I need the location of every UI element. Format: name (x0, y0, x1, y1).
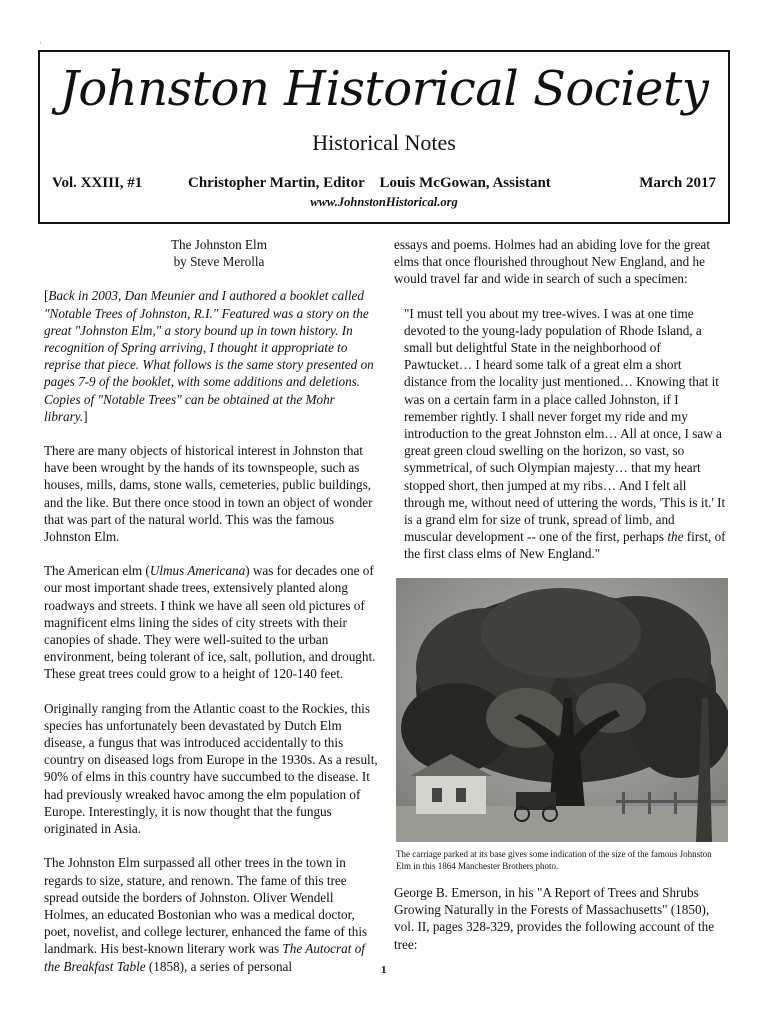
right-column (394, 236, 726, 573)
quote-text-a: "I must tell you about my tree-wives. I was at one time devoted to the young-lady population of Rhode Island, a small but delightful State in the neighborhood of Pawtucket… I heard some talk of a great elm a short distance from the locality just mentioned… Knowing that it was on a certain farm in a place called Johnston, if I remember rightly. I shall never forget my ride and my introduction to the great Johnston elm… All at once, I saw a great green cloud swelling on the horizon, so vast, so symmetrical, of such Olympian majesty… that my heart stopped short, then jumped at my ribs… And I felt all through me, without need of uttering the words, 'This is it.' It is a grand elm for size of trunk, spread of limb, and muscular development -- one of the first, perhaps (404, 305, 726, 545)
intro-text: Back in 2003, Dan Meunier and I authored a booklet called "Notable Trees of Johnston, R.I." Featured was a story on the great "Johnston Elm," a story bound up in town history. In recognition of Spring arriving, I thought it appropriate to reprise that piece. What follows is the same story presented on pages 7-9 of the booklet, with some additions and deletions. Copies of "Notable Trees" can be obtained at the Mohr library. (44, 288, 374, 424)
masthead (38, 50, 730, 224)
paragraph-2-text-a: The American elm ( (44, 563, 150, 579)
website-link[interactable]: www.JohnstonHistorical.org (310, 195, 458, 209)
editors-line: Christopher Martin, Editor Louis McGowan, Assistant (188, 175, 551, 191)
page-number: 1 (381, 964, 387, 976)
quote-text-b: first, of the first class elms of New England." (404, 529, 726, 562)
paragraph-3: Originally ranging from the Atlantic coast to the Rockies, this species has unfortunately been devastated by Dutch Elm disease, a fungus that was introduced accidentally to this country on diseased logs from Europe in the 1930s. As a result, 90% of elms in this country have succumbed to the disease. It had previously wreaked havoc among the elm population of Europe. Interestingly, it is now thought that the fungus originated in Asia. (44, 700, 378, 837)
species-name: Ulmus Americana (149, 563, 246, 579)
paragraph-2 (44, 562, 378, 682)
corner-mark: ' (40, 42, 42, 48)
paragraph-2-text-b: ) was for decades one of our most important shade trees, extensively planted along roadways and streets. I think we have all seen old pictures of magnificent elms lining the sides of city streets with their canopies of shade. They were well-suited to the urban environment, being tolerant of ice, salt, pollution, and drought. These great trees could grow to a height of 120-140 feet. (44, 563, 376, 682)
intro-close-bracket: ] (83, 408, 88, 424)
johnston-elm-photo (396, 578, 728, 842)
photo-caption: The carriage parked at its base gives some indication of the size of the famous Johnston Elm in this 1864 Manchester Brothers photo. (396, 849, 712, 871)
paragraph-4-text-b: (1858), a series of personal (145, 958, 293, 974)
right-column-bottom (394, 884, 726, 953)
article-byline: by Steve Merolla (173, 254, 265, 270)
paragraph-4-text-a: The Johnston Elm surpassed all other trees in the town in regards to size, stature, and renown. The fame of this tree spread outside the borders of Johnston. Oliver Wendell Holmes, an educated Bostonian who was a medical doctor, poet, novelist, and college lecturer, enhanced the fame of this landmark. His best-known literary work was (44, 855, 368, 957)
elm-tree-illustration (396, 578, 728, 842)
issue-date: March 2017 (639, 175, 716, 191)
newsletter-subtitle: Historical Notes (312, 130, 456, 155)
left-column (44, 236, 378, 992)
editor-intro (44, 287, 378, 425)
emerson-paragraph: George B. Emerson, in his "A Report of Trees and Shrubs Growing Naturally in the Forests of Massachusetts" (1850), vol. II, pages 328-329, provides the following account of the tree: (394, 885, 715, 952)
intro-open-bracket: [ (44, 288, 49, 304)
article-title: The Johnston Elm (171, 237, 267, 252)
paragraph-1: There are many objects of historical interest in Johnston that have been wrought by the hands of its townspeople, such as houses, mills, dams, stone walls, cemeteries, public buildings, and the like. But there once stood in town an object of wonder that was part of the natural world. This was the famous Johnston Elm. (44, 443, 373, 545)
society-title: Johnston Historical Society (59, 61, 709, 117)
holmes-quote (404, 305, 726, 563)
right-paragraph-1: essays and poems. Holmes had an abiding love for the great elms that once flourished throughout New England, and he would travel far and wide in search of such a specimen: (394, 237, 711, 287)
quote-emphasis: the (667, 529, 684, 545)
issue-info-row (40, 173, 728, 193)
paragraph-4 (44, 854, 378, 974)
volume-number: Vol. XXIII, #1 (52, 175, 143, 191)
book-title: The Autocrat of the Breakfast Table (44, 941, 365, 974)
